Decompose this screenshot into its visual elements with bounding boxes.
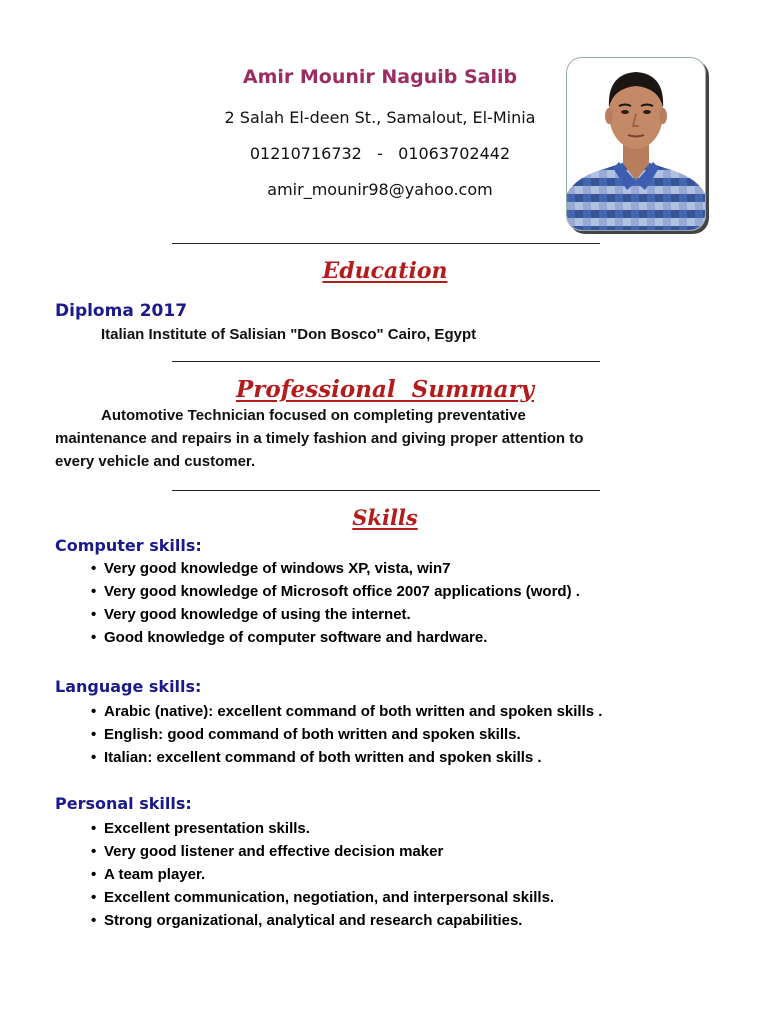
institute-name: Italian Institute of Salisian "Don Bosco" Cairo, Egypt bbox=[101, 326, 477, 343]
bullet-icon: • bbox=[91, 726, 97, 743]
email-address: amir_mounir98@yahoo.com bbox=[267, 180, 493, 199]
list-item: • Very good knowledge of Microsoft office 2007 applications (word) . bbox=[91, 580, 580, 603]
list-item: • Very good knowledge of using the internet. bbox=[91, 603, 580, 626]
bullet-icon: • bbox=[91, 889, 97, 906]
bullet-icon: • bbox=[91, 866, 97, 883]
computer-skills-list bbox=[91, 557, 580, 649]
list-item: • A team player. bbox=[91, 863, 554, 886]
bullet-icon: • bbox=[91, 820, 97, 837]
personal-skills-title: Personal skills: bbox=[55, 794, 192, 813]
education-heading: Education bbox=[322, 258, 448, 284]
list-item: • Very good listener and effective decision maker bbox=[91, 840, 554, 863]
summary-heading: Professional Summary bbox=[235, 376, 535, 403]
language-skills-list bbox=[91, 700, 602, 769]
divider bbox=[172, 243, 600, 244]
list-item: • Arabic (native): excellent command of both written and spoken skills . bbox=[91, 700, 602, 723]
language-skills-title: Language skills: bbox=[55, 677, 202, 696]
bullet-icon: • bbox=[91, 703, 97, 720]
skills-heading: Skills bbox=[352, 505, 418, 530]
bullet-icon: • bbox=[91, 843, 97, 860]
list-item: • English: good command of both written and spoken skills. bbox=[91, 723, 602, 746]
divider bbox=[172, 490, 600, 491]
list-item: • Italian: excellent command of both written and spoken skills . bbox=[91, 746, 602, 769]
profile-photo-illustration bbox=[567, 58, 705, 230]
summary-line: Automotive Technician focused on completing preventative bbox=[101, 407, 526, 424]
profile-photo bbox=[566, 57, 706, 231]
list-item: • Excellent presentation skills. bbox=[91, 817, 554, 840]
divider bbox=[172, 361, 600, 362]
list-item: • Excellent communication, negotiation, and interpersonal skills. bbox=[91, 886, 554, 909]
bullet-icon: • bbox=[91, 560, 97, 577]
diploma-title: Diploma 2017 bbox=[55, 301, 188, 321]
bullet-icon: • bbox=[91, 606, 97, 623]
personal-skills-list bbox=[91, 817, 554, 932]
list-item: • Strong organizational, analytical and research capabilities. bbox=[91, 909, 554, 932]
bullet-icon: • bbox=[91, 749, 97, 766]
summary-line: maintenance and repairs in a timely fashion and giving proper attention to bbox=[55, 430, 584, 447]
address: 2 Salah El-deen St., Samalout, El-Minia bbox=[224, 108, 536, 127]
candidate-name: Amir Mounir Naguib Salib bbox=[242, 66, 518, 88]
bullet-icon: • bbox=[91, 912, 97, 929]
bullet-icon: • bbox=[91, 583, 97, 600]
summary-line: every vehicle and customer. bbox=[55, 453, 256, 470]
list-item: • Very good knowledge of windows XP, vista, win7 bbox=[91, 557, 580, 580]
phone-numbers: 01210716732 - 01063702442 bbox=[249, 144, 511, 163]
list-item: • Good knowledge of computer software and hardware. bbox=[91, 626, 580, 649]
bullet-icon: • bbox=[91, 629, 97, 646]
computer-skills-title: Computer skills: bbox=[55, 536, 202, 555]
